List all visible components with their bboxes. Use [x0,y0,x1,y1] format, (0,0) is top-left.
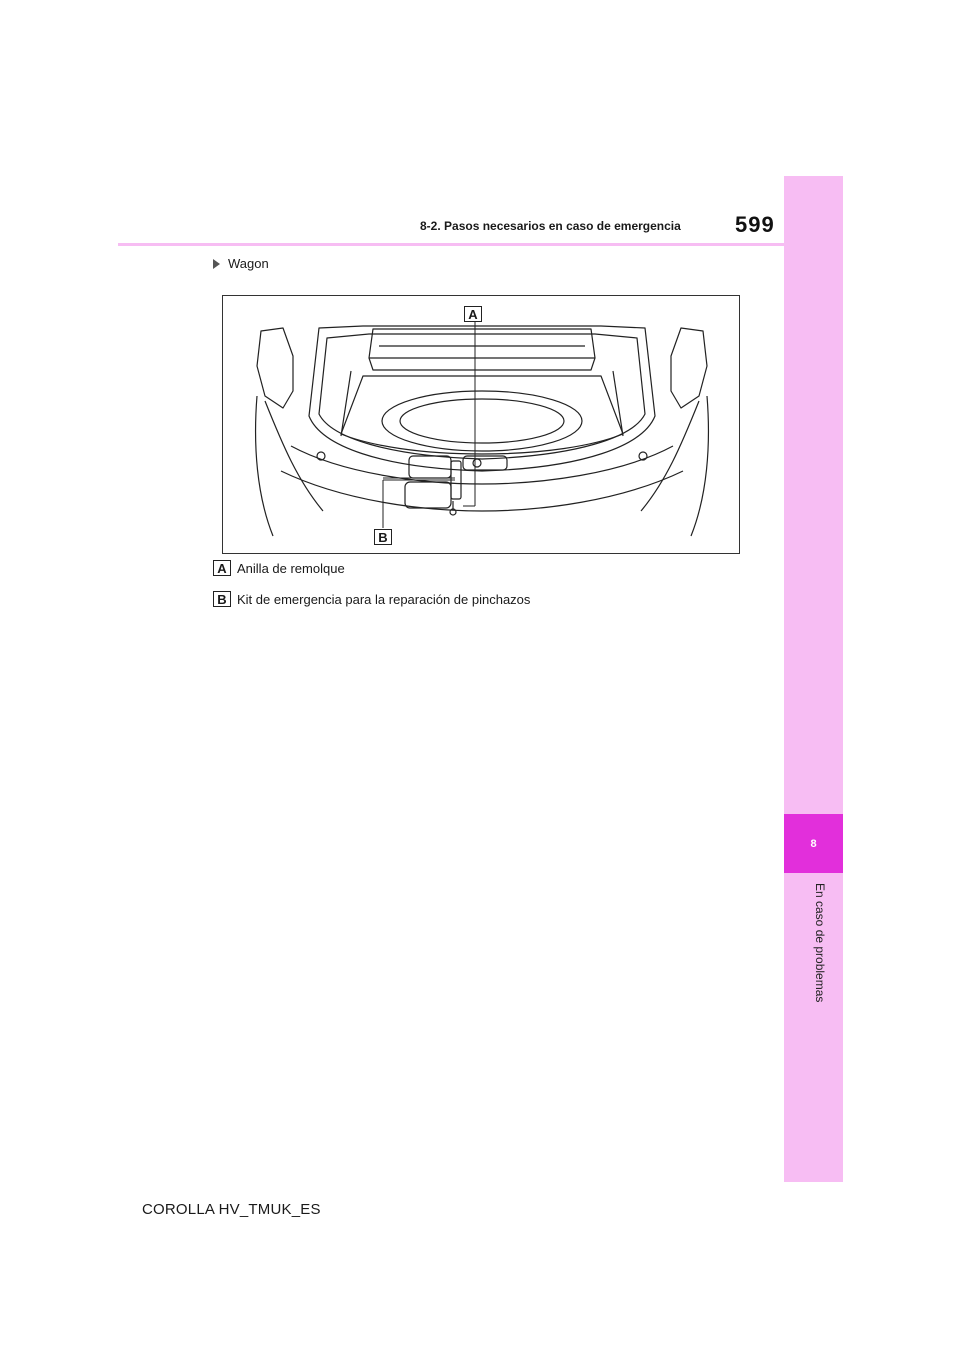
luggage-compartment-figure [222,295,740,554]
chapter-title: En caso de problemas [813,883,827,1003]
subheading [213,256,269,271]
arrow-right-icon [213,259,220,269]
subheading-text: Wagon [228,256,269,271]
legend-badge-a: A [213,560,231,576]
legend-item-b [213,591,530,607]
section-title: 8-2. Pasos necesarios en caso de emergencia [420,219,681,233]
legend-item-a [213,560,345,576]
chapter-number: 8 [810,837,817,850]
chapter-side-tab [784,176,843,1182]
callout-a: A [464,306,482,322]
footer-document-code: COROLLA HV_TMUK_ES [142,1201,321,1218]
legend-text-b: Kit de emergencia para la reparación de pinchazos [237,591,531,607]
callout-b: B [374,529,392,545]
page-number: 599 [735,212,775,237]
legend-badge-b: B [213,591,231,607]
legend-text-a: Anilla de remolque [237,560,345,576]
luggage-illustration [223,296,741,555]
header-divider [118,243,784,246]
